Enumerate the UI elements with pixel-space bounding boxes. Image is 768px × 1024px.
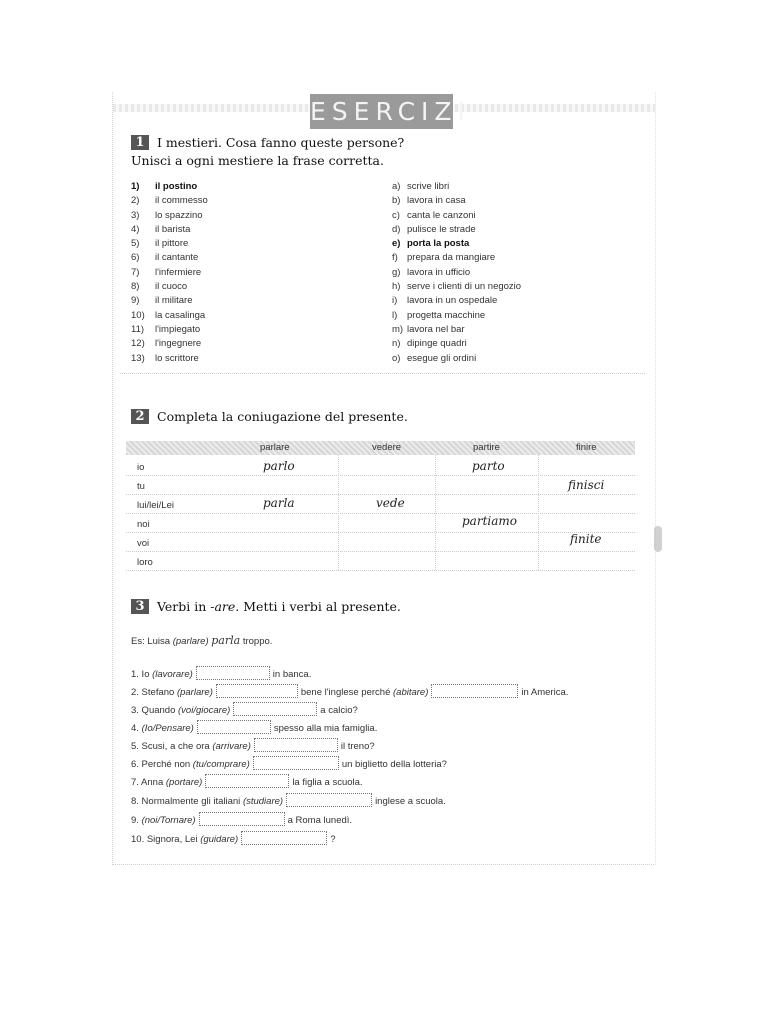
list-item: m) lavora nel bar	[392, 323, 465, 335]
ex3-item-2: 2. Stefano (parlare) bene l'inglese perché (abitare) in America.	[131, 684, 568, 698]
ex3-title-post: Metti i verbi al presente.	[239, 599, 401, 614]
list-item: 13) lo scrittore	[131, 352, 199, 364]
scan-smudge	[654, 526, 662, 552]
list-item: i) lavora in un ospedale	[392, 295, 498, 307]
answer-blank[interactable]	[199, 812, 285, 826]
answer-blank[interactable]	[233, 702, 317, 716]
col-header-finire: finire	[576, 442, 597, 453]
ex3-heading	[131, 598, 401, 616]
list-item: 11) l'impiegato	[131, 323, 201, 335]
list-item: l) progetta macchine	[392, 309, 486, 321]
table-row: tu	[126, 475, 635, 495]
answer-blank[interactable]	[216, 684, 298, 698]
handwritten-tu-finire: finisci	[568, 478, 605, 492]
col-header-vedere: vedere	[372, 442, 402, 453]
list-item: o) esegue gli ordini	[392, 352, 477, 364]
ex2-heading	[131, 408, 408, 426]
ex1-number: 1	[131, 135, 149, 150]
ex2-number: 2	[131, 409, 149, 424]
list-item: a) scrive libri	[392, 181, 450, 192]
ex2-title: Completa la coniugazione del presente.	[157, 409, 408, 424]
list-item: 2) il commesso	[131, 195, 208, 207]
ex3-item-3: 3. Quando (voi/giocare) a calcio?	[131, 702, 358, 716]
list-item: 12) l'ingegnere	[131, 338, 202, 350]
answer-blank[interactable]	[431, 684, 518, 698]
list-item: c) canta le canzoni	[392, 209, 476, 221]
answer-blank[interactable]	[241, 831, 327, 845]
list-item: 1) il postino	[131, 181, 198, 192]
ex3-item-9: 9. (noi/Tornare) a Roma lunedì.	[131, 812, 352, 826]
section-divider	[120, 373, 645, 374]
ex3-item-4: 4. (Io/Pensare) spesso alla mia famiglia.	[131, 720, 377, 734]
table-row: loro	[126, 551, 635, 571]
col-header-partire: partire	[473, 442, 500, 453]
answer-blank[interactable]	[205, 774, 289, 788]
ex3-example: Es: Luisa (parlare) parla troppo.	[131, 634, 273, 647]
table-row: io	[126, 456, 635, 476]
page-bottom-edge	[112, 864, 654, 865]
list-item: 8) il cuoco	[131, 281, 188, 293]
ex3-item-6: 6. Perché non (tu/comprare) un biglietto della lotteria?	[131, 756, 447, 770]
handwritten-noi-partire: partiamo	[462, 514, 517, 528]
list-item: 4) il barista	[131, 223, 191, 235]
col-header-parlare: parlare	[260, 442, 290, 453]
answer-blank[interactable]	[254, 738, 338, 752]
ex3-title-pre: Verbi in	[157, 599, 211, 614]
table-row: voi	[126, 532, 635, 552]
list-item: h) serve i clienti di un negozio	[392, 281, 522, 293]
list-item: 10) la casalinga	[131, 309, 206, 321]
list-item: n) dipinge quadri	[392, 338, 467, 350]
list-item: f) prepara da mangiare	[392, 252, 496, 264]
list-item: 6) il cantante	[131, 252, 199, 264]
handwritten-io-parlare: parlo	[263, 459, 295, 473]
answer-blank[interactable]	[197, 720, 271, 734]
answer-blank[interactable]	[196, 666, 270, 680]
handwritten-voi-finire: finite	[570, 532, 602, 546]
handwritten-lui-vedere: vede	[376, 496, 405, 510]
exercises-banner: ESERCIZI	[310, 94, 453, 129]
handwritten-io-partire: parto	[472, 459, 505, 473]
ex3-title-em: -are.	[210, 599, 240, 614]
list-item: 9) il militare	[131, 295, 193, 307]
list-item: 3) lo spazzino	[131, 209, 203, 221]
answer-blank[interactable]	[286, 793, 372, 807]
ex1-heading	[131, 134, 404, 170]
ex3-item-7: 7. Anna (portare) la figlia a scuola.	[131, 774, 363, 788]
list-item: b) lavora in casa	[392, 195, 466, 207]
ex3-item-10: 10. Signora, Lei (guidare) ?	[131, 831, 336, 845]
ex3-item-8: 8. Normalmente gli italiani (studiare) inglese a scuola.	[131, 793, 446, 807]
answer-blank[interactable]	[253, 756, 339, 770]
table-row: lui/lei/Lei	[126, 494, 635, 514]
professions-list	[131, 180, 208, 366]
list-item: e) porta la posta	[392, 238, 470, 250]
activities-list	[392, 180, 521, 366]
ex3-item-1: 1. Io (lavorare) in banca.	[131, 666, 311, 680]
ex1-title-line2: Unisci a ogni mestiere la frase corretta.	[131, 153, 384, 168]
list-item: 7) l'infermiere	[131, 266, 202, 278]
list-item: 5) il pittore	[131, 238, 189, 250]
ex3-number: 3	[131, 599, 149, 614]
list-item: g) lavora in ufficio	[392, 266, 471, 278]
list-item: d) pulisce le strade	[392, 223, 476, 235]
ex3-item-5: 5. Scusi, a che ora (arrivare) il treno?	[131, 738, 375, 752]
handwritten-lui-parlare: parla	[263, 496, 295, 510]
example-answer: parla	[211, 634, 241, 647]
table-row: noi	[126, 513, 635, 533]
ex1-title-line1: I mestieri. Cosa fanno queste persone?	[157, 135, 405, 150]
